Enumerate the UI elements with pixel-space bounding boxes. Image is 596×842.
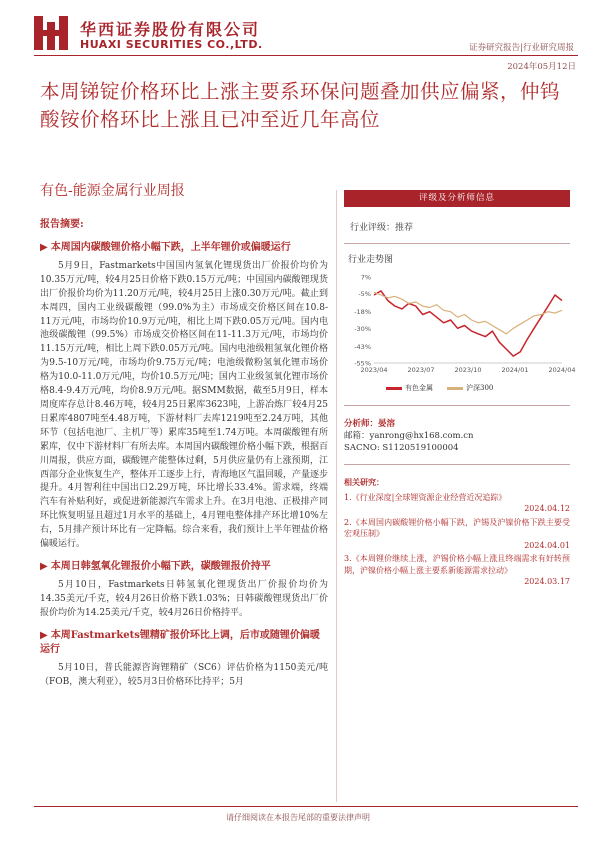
series-line-1 (374, 291, 562, 356)
related-label: 相关研究： (344, 477, 384, 487)
y-tick-label: 7% (360, 273, 371, 282)
section-headline: ▶ 本周国内碳酸锂价格小幅下跌，上半年锂价或偏暖运行 (40, 241, 291, 253)
section-paragraph: 5月9日，Fastmarkets中国国内氢氧化锂现货出厂价报价均价为10.35万元/吨，较4月25日价格下跌0.15万元/吨；中国国内碳酸锂现货出厂价报价均价为11.20万元/吨，较4月25日上涨0.30万元/吨。截止到本周四，国内工业级碳酸锂（99.0%为主）市场成交价格区间在10.8-11万元/吨，市场均价10.9万元/吨，相比上周下跌0.05万元/吨。国内电池级碳酸锂（99.5%）市场成交价格区间在11-11.3万元/吨，市场均价11.15万元/吨，相比上周下跌0.05万元/吨。国内电池级粗氢氧化锂价格为9.5-10万元/吨，市场均价9.75万元/吨；电池级微粉氢氧化锂市场价格为10.0-11.0万元/吨，均价10.5万元/吨；国内工业级氢氧化锂市场价格8.4-9.4万元/吨，均价8.9万元/吨。据SMM数据，截至5月9日，样本周度库存总计8.46万吨，较4月25日累库3623吨，上游冶炼厂较4月25日累库4807吨至4.48万吨，下游材料厂去库1219吨至2.24万吨，其他环节（包括电池厂、主机厂等）累库35吨至1.74万吨。本周碳酸锂有所累库，仅中下游材料厂有所去库。本周国内碳酸锂价格小幅下跌，根据百川周报，供应方面，碳酸锂产能整体过剩，5月供应量仍有上涨预期，江西部分企业恢复生产，整体开工逐步上行，青海地区气温回暖，产量逐步提升。4月智利往中国出口2.29万吨，环比增长33.4%。需求端，终端汽车有补贴利好，或促进新能源汽车需求上升。在3月电池、正极排产同环比恢复明显且超过1月水平的基础上，4月锂电整体排产环比增10%左右，5月排产预计环比有一定降幅。综合来看，我们预计上半年锂盐价格偏暖运行。 (40, 260, 329, 550)
x-tick-label: 2023/07 (407, 366, 435, 374)
report-header (34, 14, 574, 56)
y-tick-label: -30% (354, 324, 371, 333)
y-tick-label: -55% (354, 359, 371, 368)
footer-divider (34, 806, 578, 807)
sidebar-divider (344, 243, 570, 244)
report-type: 证券研究报告|行业研究周报 (469, 43, 574, 53)
y-tick-label: -18% (354, 308, 371, 317)
report-subtitle: 有色-能源金属行业周报 (40, 183, 185, 199)
header-divider (34, 55, 578, 56)
triangle-bullet-icon: ▶ (40, 629, 48, 641)
related-item[interactable]: 1.《行业深度|全球锂资源企业经营近况追踪》 (344, 492, 507, 502)
related-date: 2024.04.12 (524, 504, 570, 513)
sidebar-divider (344, 405, 570, 406)
column-divider (336, 190, 337, 802)
legend-swatch (386, 387, 402, 390)
related-item[interactable]: 2.《本周国内碳酸锂价格小幅下跌，沪锡及沪镍价格下跌主要受宏观压制》 (344, 517, 570, 538)
legend-swatch (447, 387, 463, 390)
company-name-en: HUAXI SECURITIES CO.,LTD. (80, 38, 263, 51)
triangle-bullet-icon: ▶ (40, 241, 48, 253)
x-tick-label: 2023/04 (360, 366, 388, 374)
trend-chart-svg (344, 271, 576, 381)
sidebar-divider (344, 464, 570, 465)
sac-number: SACNO: S1120519100004 (344, 443, 459, 453)
section-paragraph: 5月10日，Fastmarkets日韩氢氧化锂现货出厂价报价均价为14.35美元/千克，较4月26日价格下跌1.03%；日韩碳酸锂现货出厂价报价均价为14.25美元/千克，较4月26日价格持平。 (40, 579, 328, 618)
trend-chart (344, 271, 576, 395)
x-tick-label: 2023/10 (454, 366, 482, 374)
related-research (344, 477, 570, 588)
related-item[interactable]: 3.《本周锂价继续上涨，沪锡价格小幅上涨且终端需求有好转预期，沪镍价格小幅上涨主要系新能源需求拉动》 (344, 554, 570, 575)
sidebar (344, 190, 576, 590)
sidebar-header: 评级及分析师信息 (344, 190, 570, 207)
chart-legend (386, 383, 493, 393)
related-date: 2024.04.01 (524, 540, 570, 550)
y-tick-label: -5% (358, 290, 371, 299)
y-tick-label: -43% (354, 342, 371, 351)
summary-column (40, 218, 328, 697)
x-tick-label: 2024/01 (501, 366, 529, 374)
analyst-info: 分析师：晏溶 邮箱：yanrong@hx168.com.cn SACNO: S1120519100004 (344, 418, 570, 454)
company-name-cn: 华西证券股份有限公司 (80, 20, 261, 39)
legal-notice: 请仔细阅读在本报告尾部的重要法律声明 (226, 813, 370, 822)
section-headline: ▶ 本周Fastmarkets锂精矿报价环比上调，后市或随锂价偏暖运行 (40, 629, 320, 655)
report-title: 本周锑锭价格环比上涨主要系环保问题叠加供应偏紧，仲钨酸铵价格环比上涨且已冲至近几年高位 (40, 80, 561, 131)
x-tick-label: 2024/04 (548, 366, 576, 374)
legend-item: 沪深300 (447, 383, 493, 393)
industry-rating: 行业评级：推荐 (350, 223, 414, 233)
legend-item: 有色金属 (386, 383, 433, 393)
triangle-bullet-icon: ▶ (40, 560, 48, 572)
company-logo-icon (34, 16, 68, 50)
summary-label: 报告摘要: (40, 219, 84, 230)
analyst-name: 晏溶 (378, 419, 396, 429)
report-date: 2024年05月12日 (507, 62, 576, 72)
analyst-email[interactable]: yanrong@hx168.com.cn (369, 431, 474, 441)
section-headline: ▶ 本周日韩氢氧化锂报价小幅下跌，碳酸锂报价持平 (40, 560, 271, 572)
trend-chart-label: 行业走势图 (348, 255, 394, 265)
section-paragraph: 5月10日，普氏能源咨询锂精矿（SC6）评估价格为1150美元/吨（FOB，澳大利亚），较5月3日价格环比持平；5月 (40, 662, 328, 687)
related-date: 2024.03.17 (524, 577, 570, 586)
